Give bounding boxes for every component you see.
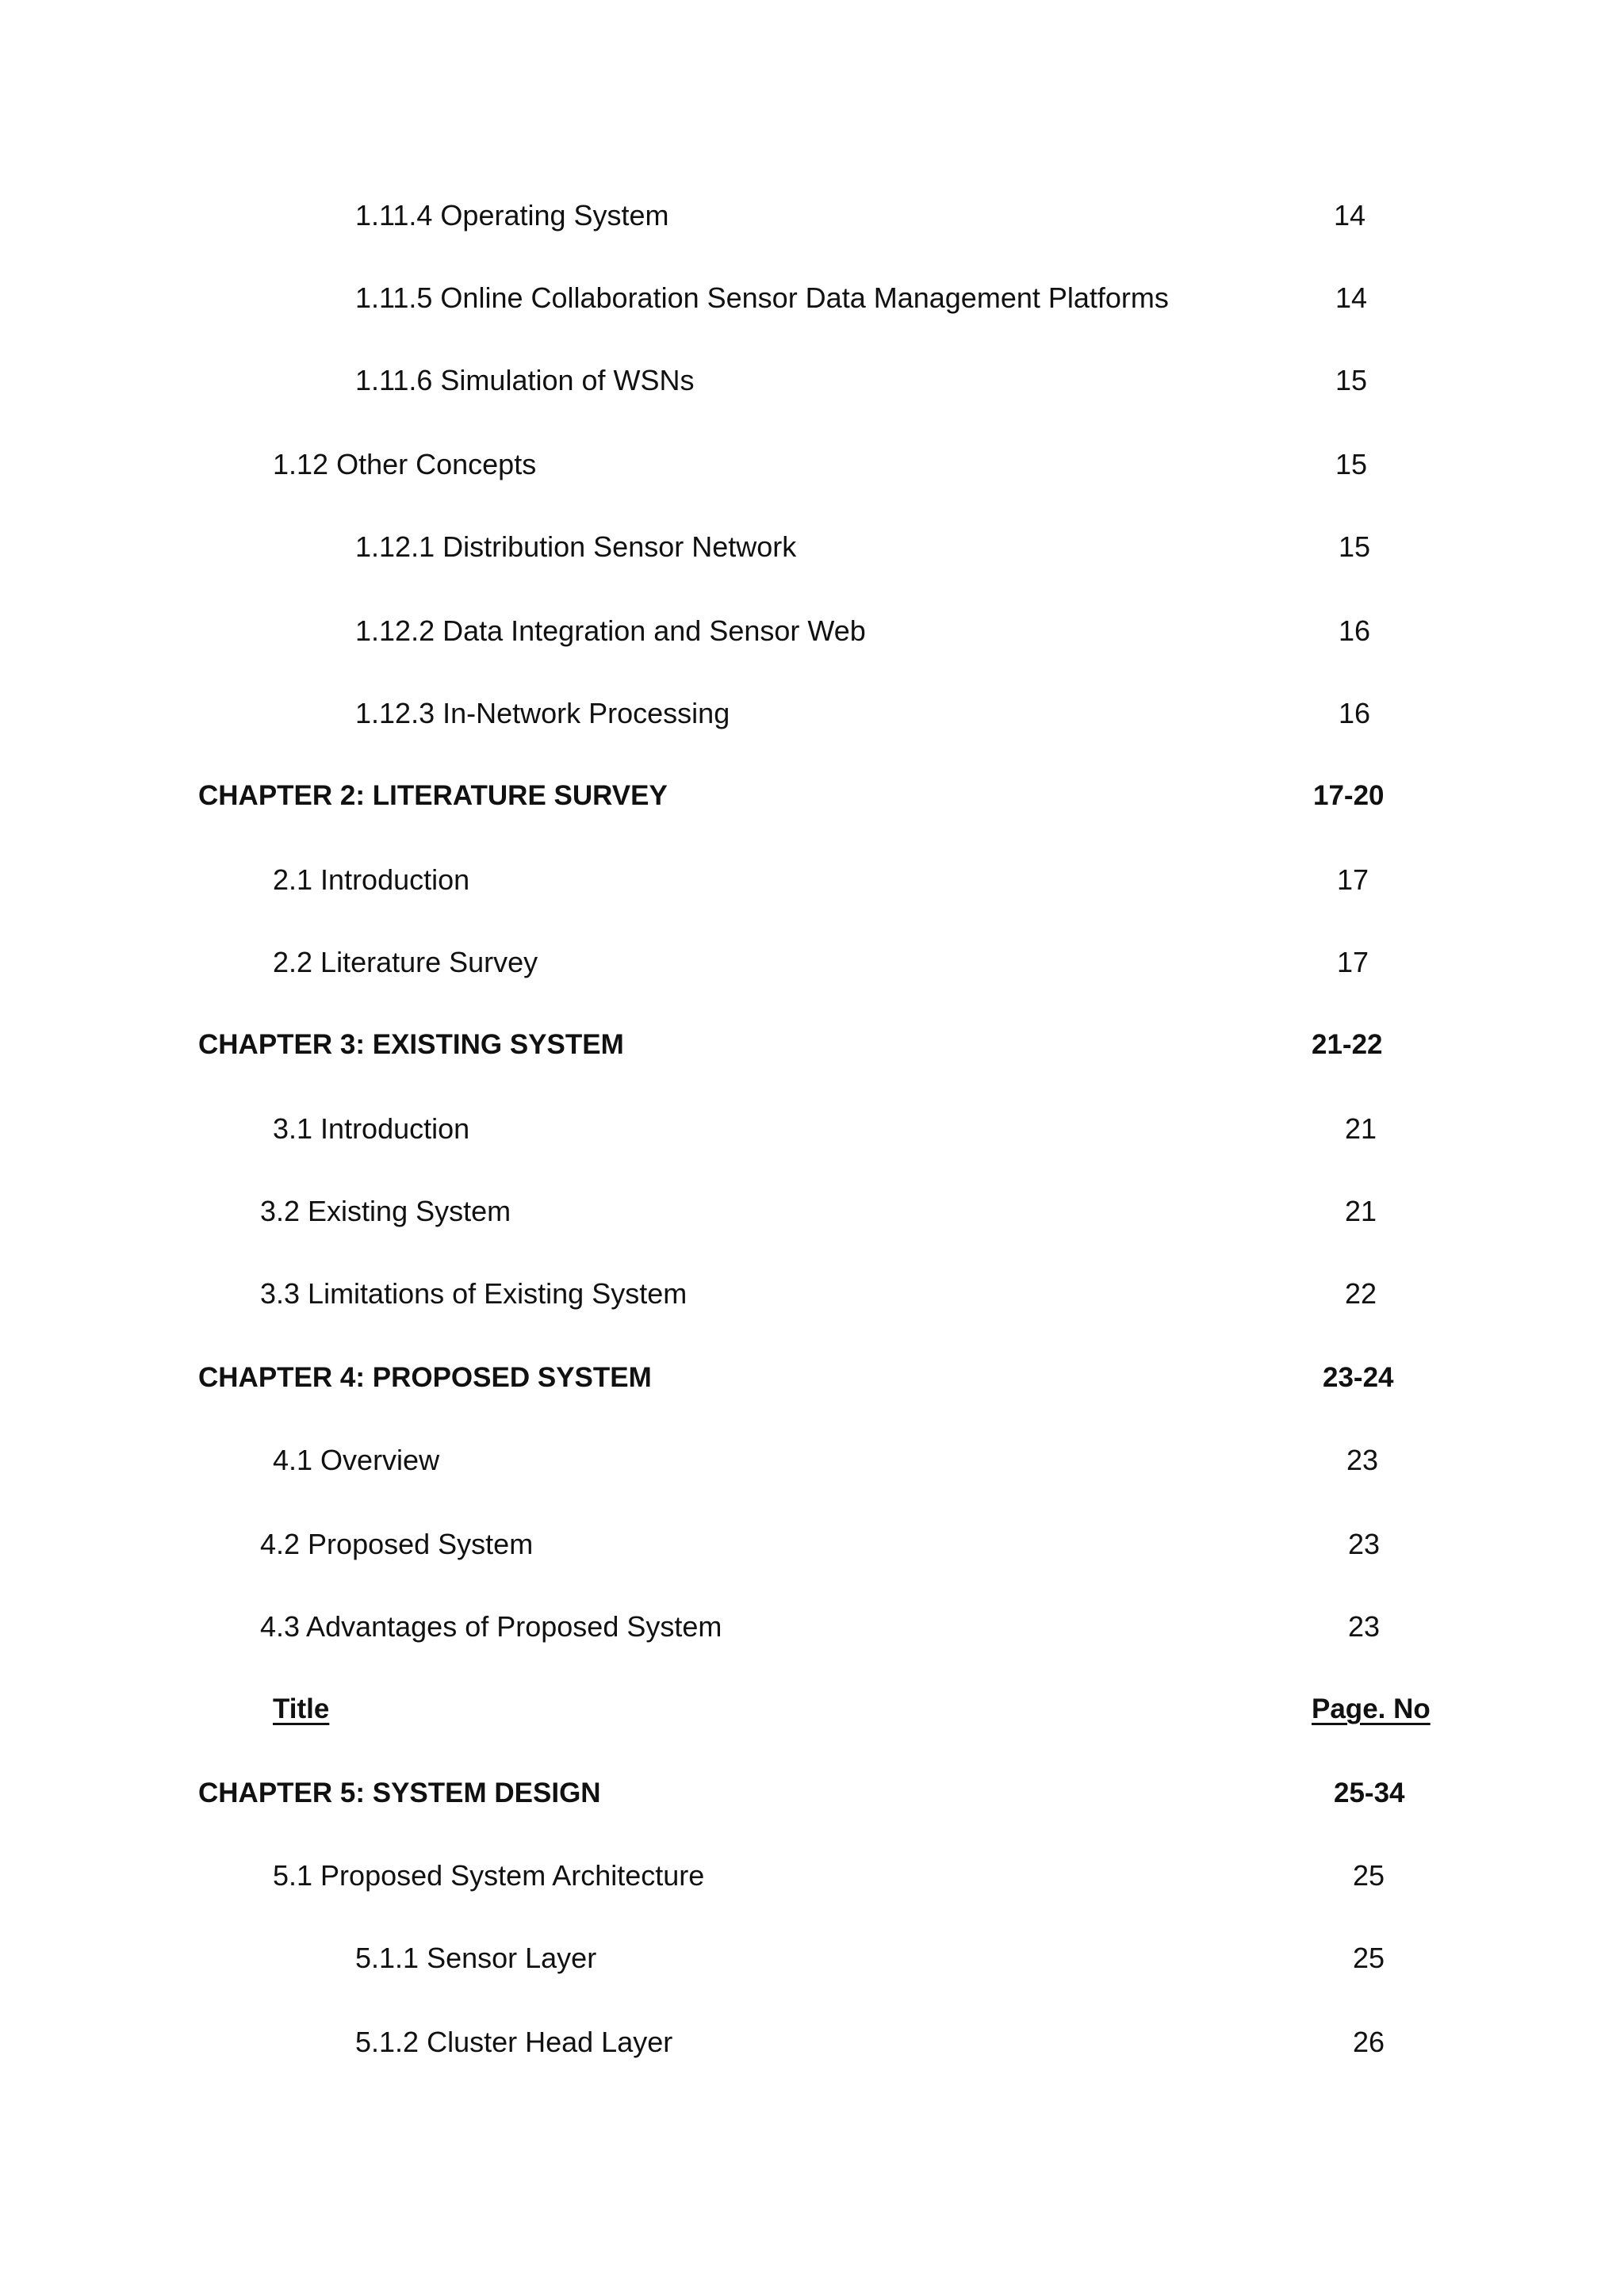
toc-entry-page: 14 <box>1335 281 1368 314</box>
toc-chapter-heading <box>0 772 1624 820</box>
toc-entry <box>0 690 1624 737</box>
toc-entry <box>0 1521 1624 1568</box>
toc-entry-page: 26 <box>1353 2026 1385 2058</box>
toc-entry-title: 5.1 Proposed System Architecture <box>273 1859 705 1892</box>
toc-entry-page: 15 <box>1335 364 1368 396</box>
toc-entry-title: 1.12.3 In-Network Processing <box>355 697 730 729</box>
toc-entry <box>0 192 1624 239</box>
toc-entry-page: 17 <box>1337 946 1369 978</box>
toc-entry-title: 5.1.2 Cluster Head Layer <box>355 2026 673 2058</box>
toc-entry-title: 3.3 Limitations of Existing System <box>260 1277 688 1310</box>
toc-entry <box>0 1934 1624 1982</box>
toc-entry <box>0 1270 1624 1318</box>
toc-chapter-heading <box>0 1354 1624 1402</box>
toc-entry-title: 1.12.1 Distribution Sensor Network <box>355 530 797 563</box>
toc-entry-page: 16 <box>1339 614 1371 647</box>
toc-entry-page: 23-24 <box>1323 1362 1394 1393</box>
toc-entry-page: 22 <box>1345 1277 1377 1310</box>
toc-entry-page: 15 <box>1335 448 1368 480</box>
toc-entry <box>0 2019 1624 2066</box>
toc-entry-page: 14 <box>1334 199 1366 232</box>
toc-entry-title: CHAPTER 5: SYSTEM DESIGN <box>198 1777 601 1808</box>
toc-entry <box>0 1437 1624 1484</box>
toc-entry-title: 1.12.2 Data Integration and Sensor Web <box>355 614 866 647</box>
title-column-header: Title <box>273 1693 330 1724</box>
toc-entry-title: 1.11.5 Online Collaboration Sensor Data Management Platforms <box>355 281 1169 314</box>
toc-entry-title: 4.3 Advantages of Proposed System <box>260 1610 722 1643</box>
toc-chapter-heading <box>0 1021 1624 1069</box>
toc-entry-title: 2.2 Literature Survey <box>273 946 538 978</box>
toc-entry-page: 21 <box>1345 1112 1377 1145</box>
toc-entry-page: 25 <box>1353 1942 1385 1974</box>
toc-entry-page: 25-34 <box>1334 1777 1405 1808</box>
toc-entry <box>0 523 1624 571</box>
toc-entry <box>0 1188 1624 1235</box>
toc-chapter-heading <box>0 1770 1624 1817</box>
toc-entry-title: 2.1 Introduction <box>273 863 470 896</box>
toc-entry-title: 5.1.1 Sensor Layer <box>355 1942 597 1974</box>
toc-entry <box>0 1603 1624 1651</box>
toc-entry-page: 23 <box>1348 1528 1381 1560</box>
toc-entry <box>0 856 1624 904</box>
toc-entry-title: 1.11.4 Operating System <box>355 199 669 232</box>
toc-entry-page: 17 <box>1337 863 1369 896</box>
toc-entry-page: 17-20 <box>1313 780 1385 811</box>
toc-entry-title: 4.1 Overview <box>273 1444 440 1476</box>
toc-entry-page: 21-22 <box>1312 1029 1383 1060</box>
toc-entry-title: CHAPTER 2: LITERATURE SURVEY <box>198 780 668 811</box>
toc-entry <box>0 357 1624 404</box>
toc-entry <box>0 1105 1624 1153</box>
toc-column-header <box>0 1686 1624 1733</box>
toc-entry <box>0 939 1624 986</box>
toc-entry <box>0 274 1624 322</box>
toc-entry <box>0 607 1624 655</box>
toc-entry-page: 23 <box>1348 1610 1381 1643</box>
toc-entry-page: 15 <box>1339 530 1371 563</box>
toc-entry-title: 1.11.6 Simulation of WSNs <box>355 364 695 396</box>
toc-entry-title: 3.1 Introduction <box>273 1112 470 1145</box>
toc-entry-title: CHAPTER 3: EXISTING SYSTEM <box>198 1029 624 1060</box>
toc-entry <box>0 441 1624 488</box>
toc-entry-page: 25 <box>1353 1859 1385 1892</box>
toc-entry-title: 4.2 Proposed System <box>260 1528 534 1560</box>
toc-entry-title: 1.12 Other Concepts <box>273 448 537 480</box>
toc-entry-page: 21 <box>1345 1195 1377 1227</box>
toc-entry-title: 3.2 Existing System <box>260 1195 511 1227</box>
toc-entry-page: 16 <box>1339 697 1371 729</box>
toc-entry-title: CHAPTER 4: PROPOSED SYSTEM <box>198 1362 652 1393</box>
page-number-column-header: Page. No <box>1312 1693 1431 1724</box>
toc-entry <box>0 1852 1624 1900</box>
toc-entry-page: 23 <box>1346 1444 1379 1476</box>
